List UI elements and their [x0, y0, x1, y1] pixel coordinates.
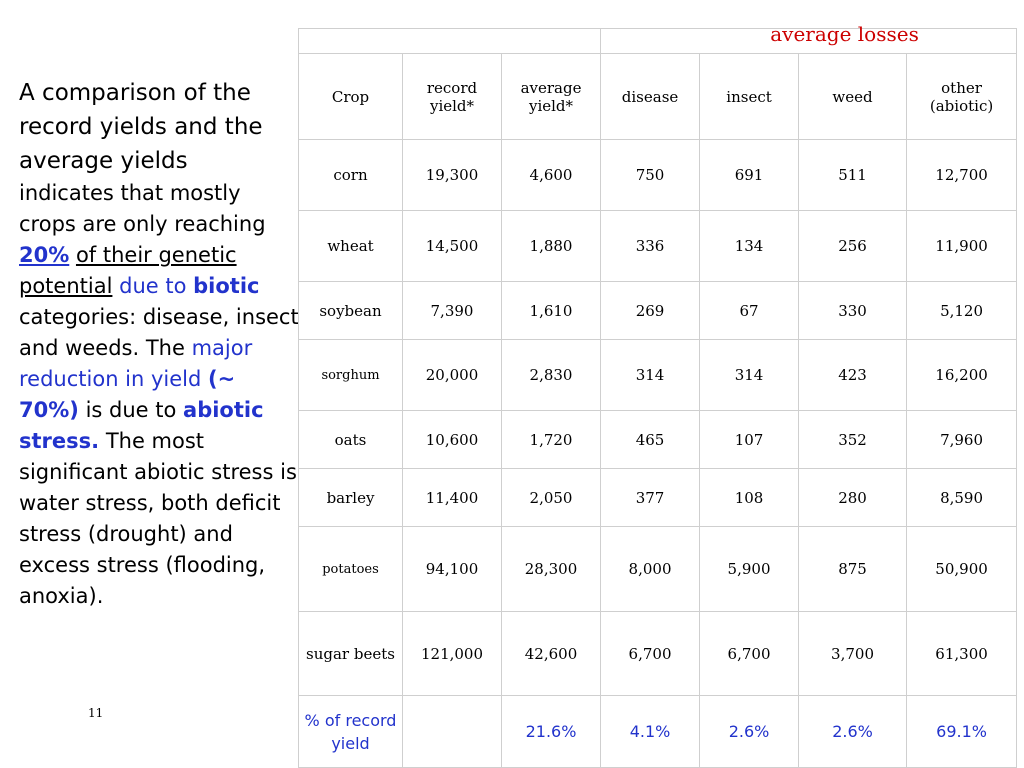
disease-loss-cell: 6,700 — [601, 612, 700, 696]
weed-loss-cell: 511 — [799, 140, 907, 211]
disease-loss-cell: 336 — [601, 211, 700, 282]
other-loss-cell: 8,590 — [907, 469, 1017, 527]
highlight-biotic: biotic — [193, 274, 260, 298]
average-yield-cell: 1,880 — [502, 211, 601, 282]
water-stress-text: The most significant abiotic stress is water stress, both deficit stress (drought) and excess stress (flooding, anoxia). — [19, 429, 297, 608]
disease-loss-cell: 269 — [601, 282, 700, 340]
weed-loss-cell: 280 — [799, 469, 907, 527]
insect-loss-cell: 134 — [700, 211, 799, 282]
due-to-text: due to — [119, 274, 187, 298]
summary-insect-cell: 2.6% — [700, 696, 799, 768]
crop-cell: sorghum — [299, 340, 403, 411]
record-yield-cell: 121,000 — [403, 612, 502, 696]
table-row — [299, 527, 1017, 612]
group-header-spacer — [299, 29, 601, 54]
paragraph-intro: A comparison of the record yields and the average yields — [19, 80, 263, 174]
disease-loss-cell: 465 — [601, 411, 700, 469]
biotic-categories-text: categories: disease, insect and weeds. The — [19, 305, 299, 360]
column-header-row — [299, 54, 1017, 140]
table-row — [299, 211, 1017, 282]
table-row — [299, 469, 1017, 527]
insect-loss-cell: 691 — [700, 140, 799, 211]
table-row — [299, 282, 1017, 340]
header-insect: insect — [700, 54, 799, 140]
table-row — [299, 140, 1017, 211]
highlight-abiotic-stress: abiotic stress. — [19, 398, 264, 453]
table-row — [299, 340, 1017, 411]
record-yield-cell: 7,390 — [403, 282, 502, 340]
slide-paragraph — [19, 76, 301, 612]
disease-loss-cell: 314 — [601, 340, 700, 411]
insect-loss-cell: 108 — [700, 469, 799, 527]
crop-cell: corn — [299, 140, 403, 211]
record-yield-cell: 19,300 — [403, 140, 502, 211]
summary-row — [299, 696, 1017, 768]
average-yield-cell: 1,610 — [502, 282, 601, 340]
genetic-potential-text: of their genetic potential — [19, 243, 237, 298]
crop-cell: wheat — [299, 211, 403, 282]
other-loss-cell: 16,200 — [907, 340, 1017, 411]
insect-loss-cell: 314 — [700, 340, 799, 411]
yield-table-container — [298, 22, 1017, 768]
summary-record-cell — [403, 696, 502, 768]
crop-cell: sugar beets — [299, 612, 403, 696]
header-crop: Crop — [299, 54, 403, 140]
weed-loss-cell: 352 — [799, 411, 907, 469]
other-loss-cell: 12,700 — [907, 140, 1017, 211]
summary-label-cell: % of record yield — [299, 696, 403, 768]
weed-loss-cell: 330 — [799, 282, 907, 340]
average-yield-cell: 1,720 — [502, 411, 601, 469]
average-losses-label: average losses — [770, 22, 919, 46]
weed-loss-cell: 875 — [799, 527, 907, 612]
header-weed: weed — [799, 54, 907, 140]
average-yield-cell: 42,600 — [502, 612, 601, 696]
disease-loss-cell: 8,000 — [601, 527, 700, 612]
crop-cell: oats — [299, 411, 403, 469]
weed-loss-cell: 256 — [799, 211, 907, 282]
weed-loss-cell: 423 — [799, 340, 907, 411]
other-loss-cell: 50,900 — [907, 527, 1017, 612]
other-loss-cell: 5,120 — [907, 282, 1017, 340]
insect-loss-cell: 67 — [700, 282, 799, 340]
average-yield-cell: 2,050 — [502, 469, 601, 527]
group-header-row — [299, 29, 1017, 54]
other-loss-cell: 61,300 — [907, 612, 1017, 696]
is-due-to-text: is due to — [85, 398, 177, 422]
page-number: 11 — [88, 706, 104, 720]
summary-disease-cell: 4.1% — [601, 696, 700, 768]
table-row — [299, 612, 1017, 696]
insect-loss-cell: 107 — [700, 411, 799, 469]
other-loss-cell: 11,900 — [907, 211, 1017, 282]
header-other-abiotic: other (abiotic) — [907, 54, 1017, 140]
crop-cell: barley — [299, 469, 403, 527]
disease-loss-cell: 750 — [601, 140, 700, 211]
weed-loss-cell: 3,700 — [799, 612, 907, 696]
highlight-70-percent: (~ 70%) — [19, 367, 236, 422]
highlight-20-percent: 20% — [19, 243, 70, 267]
yield-table — [298, 22, 1017, 768]
header-record-yield: record yield* — [403, 54, 502, 140]
header-disease: disease — [601, 54, 700, 140]
record-yield-cell: 10,600 — [403, 411, 502, 469]
paragraph-reaching-text: indicates that mostly crops are only reaching — [19, 181, 266, 236]
average-yield-cell: 2,830 — [502, 340, 601, 411]
other-loss-cell: 7,960 — [907, 411, 1017, 469]
summary-other-cell: 69.1% — [907, 696, 1017, 768]
summary-weed-cell: 2.6% — [799, 696, 907, 768]
record-yield-cell: 11,400 — [403, 469, 502, 527]
crop-cell: soybean — [299, 282, 403, 340]
average-yield-cell: 28,300 — [502, 527, 601, 612]
record-yield-cell: 14,500 — [403, 211, 502, 282]
disease-loss-cell: 377 — [601, 469, 700, 527]
insect-loss-cell: 5,900 — [700, 527, 799, 612]
paragraph-body — [19, 178, 301, 612]
crop-cell: potatoes — [299, 527, 403, 612]
record-yield-cell: 94,100 — [403, 527, 502, 612]
insect-loss-cell: 6,700 — [700, 612, 799, 696]
header-average-yield: average yield* — [502, 54, 601, 140]
average-losses-header — [601, 22, 1017, 54]
highlight-major-reduction: major reduction in yield — [19, 336, 253, 391]
table-row — [299, 411, 1017, 469]
summary-average-cell: 21.6% — [502, 696, 601, 768]
average-yield-cell: 4,600 — [502, 140, 601, 211]
record-yield-cell: 20,000 — [403, 340, 502, 411]
